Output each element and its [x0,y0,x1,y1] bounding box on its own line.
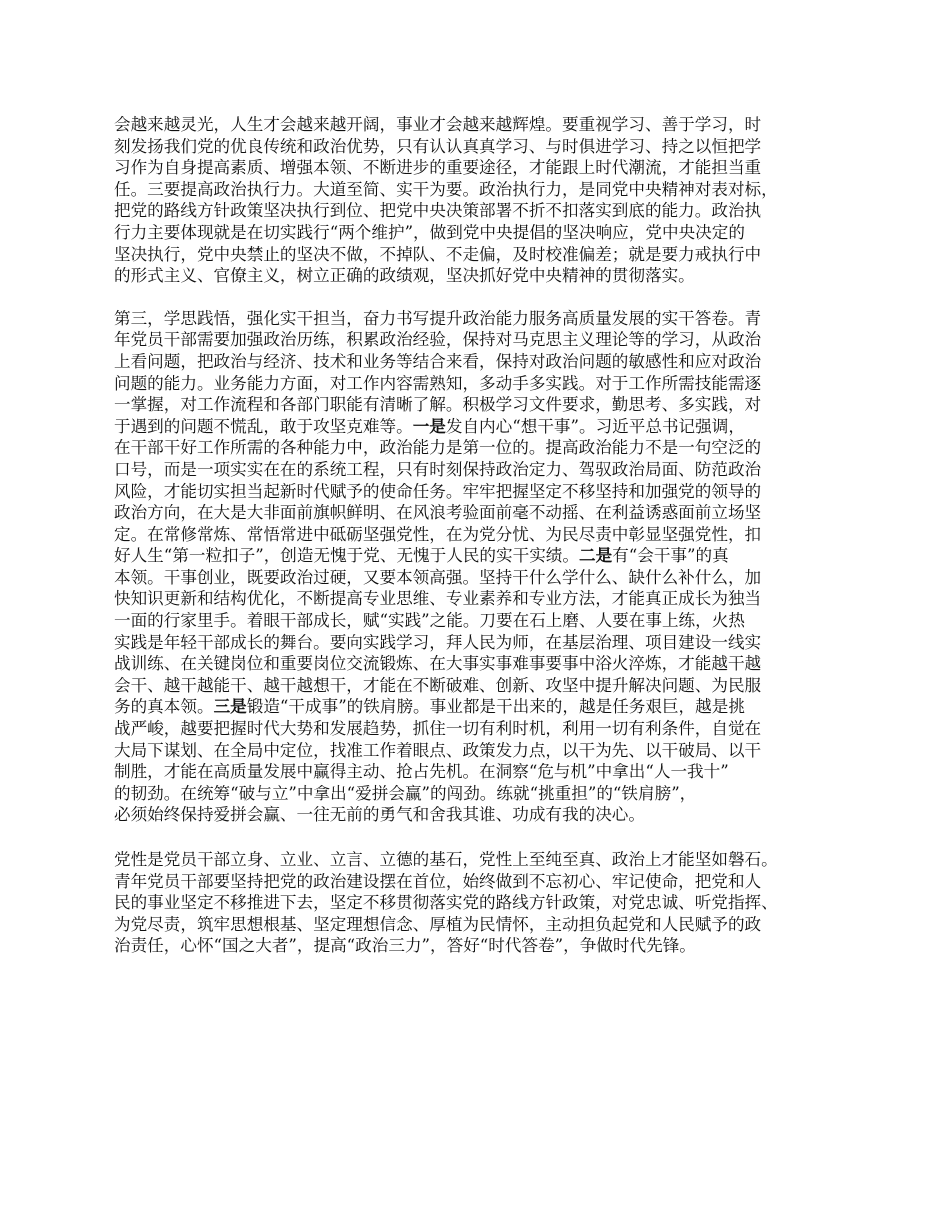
paragraph-2-text-d: 锻造“干成事”的铁肩膀。事业都是干出来的，越是任务艰巨，越是挑 战严峻，越要把握时代大势和发展趋势，抓住一切有利时机，利用一切有利条件，自觉在 大局下谋划、在全局中定位，找准工作着眼点、政策发力点，以干为先、以干破局、以干 制胜，才能在高质量发展中赢得主动、抢占先机。在洞察“危与机”中拿出“人一我十” 的韧劲。在统筹“破与立”中拿出“爱拼会赢”的闯劲。练就“挑重担”的“铁肩膀”， 必须始终保持爱拼会赢、一往无前的勇气和舍我其谁、功成有我的决心。 [114,697,762,825]
document-page [114,114,849,957]
bold-marker-second: 二是 [579,546,613,566]
paragraph-3: 党性是党员干部立身、立业、立言、立德的基石，党性上至纯至真、政治上才能坚如磐石。 青年党员干部要坚持把党的政治建设摆在首位，始终做到不忘初心、牢记使命，把党和人 民的事业坚定不移推进下去，坚定不移贯彻落实党的路线方针政策，对党忠诚、听党指挥、 为党尽责，筑牢思想根基、坚定理想信念、厚植为民情怀，主动担负起党和人民赋予的政 治责任，心怀“国之大者”，提高“政治三力”，答好“时代答卷”，争做时代先锋。 [114,850,778,956]
bold-marker-first: 一是 [412,416,446,436]
paragraph-2-text-b: 发自内心“想干事”。习近平总书记强调， 在干部干好工作所需的各种能力中，政治能力是第一位的。提高政治能力不是一句空泛的 口号，而是一项实实在在的系统工程，只有时刻保持政治定力、驾驭政治局面、防范政治 风险，才能切实担当起新时代赋予的使命任务。牢牢把握坚定不移坚持和加强党的领导的 政治方向，在大是大非面前旗帜鲜明、在风浪考验面前毫不动摇、在利益诱惑面前立场坚 定。在常修常炼、常悟常进中砥砺坚强党性，在为党分忧、为民尽责中彰显坚强党性，扣 好人生“第一粒扣子”，创造无愧于党、无愧于人民的实干实绩。 [114,416,762,566]
bold-marker-third: 三是 [213,697,247,717]
paragraph-2 [114,308,849,826]
paragraph-1: 会越来越灵光，人生才会越来越开阔，事业才会越来越辉煌。要重视学习、善于学习，时 刻发扬我们党的优良传统和政治优势，只有认认真真学习、与时俱进学习、持之以恒把学 习作为自身提高素质、增强本领、不断进步的重要途径，才能跟上时代潮流，才能担当重 任。三要提高政治执行力。大道至简、实干为要。政治执行力，是同党中央精神对表对标， 把党的路线方针政策坚决执行到位、把党中央决策部署不折不扣落实到底的能力。政治执 行力主要体现就是在切实践行“两个维护”，做到党中央提倡的坚决响应，党中央决定的 坚决执行，党中央禁止的坚决不做，不掉队、不走偏，及时校准偏差；就是要力戒执行中 的形式主义、官僚主义，树立正确的政绩观，坚决抓好党中央精神的贯彻落实。 [114,115,778,286]
paragraph-2-text-a: 第三，学思践悟，强化实干担当，奋力书写提升政治能力服务高质量发展的实干答卷。青 年党员干部需要加强政治历练，积累政治经验，保持对马克思主义理论等的学习，从政治 上看问题，把政治与经济、技术和业务等结合来看，保持对政治问题的敏感性和应对政治 问题的能力。业务能力方面，对工作内容需熟知，多动手多实践。对于工作所需技能需逐 一掌握，对工作流程和各部门职能有清晰了解。积极学习文件要求，勤思考、多实践，对 于遇到的问题不慌乱，敢于攻坚克难等。 [114,308,762,436]
paragraph-2-text-c: 有“会干事”的真 本领。干事创业，既要政治过硬，又要本领高强。坚持干什么学什么、缺什么补什么，加 快知识更新和结构优化，不断提高专业思维、专业素养和专业方法，才能真正成长为独当 一面的行家里手。着眼干部成长，赋“实践”之能。刀要在石上磨、人要在事上练，火热 实践是年轻干部成长的舞台。要向实践学习，拜人民为师，在基层治理、项目建设一线实 战训练、在关键岗位和重要岗位交流锻炼、在大事实事难事要事中浴火淬炼，才能越干越 会干、越干越能干、越干越想干，才能在不断破难、创新、攻坚中提升解决问题、为民服 务的真本领。 [114,546,762,717]
